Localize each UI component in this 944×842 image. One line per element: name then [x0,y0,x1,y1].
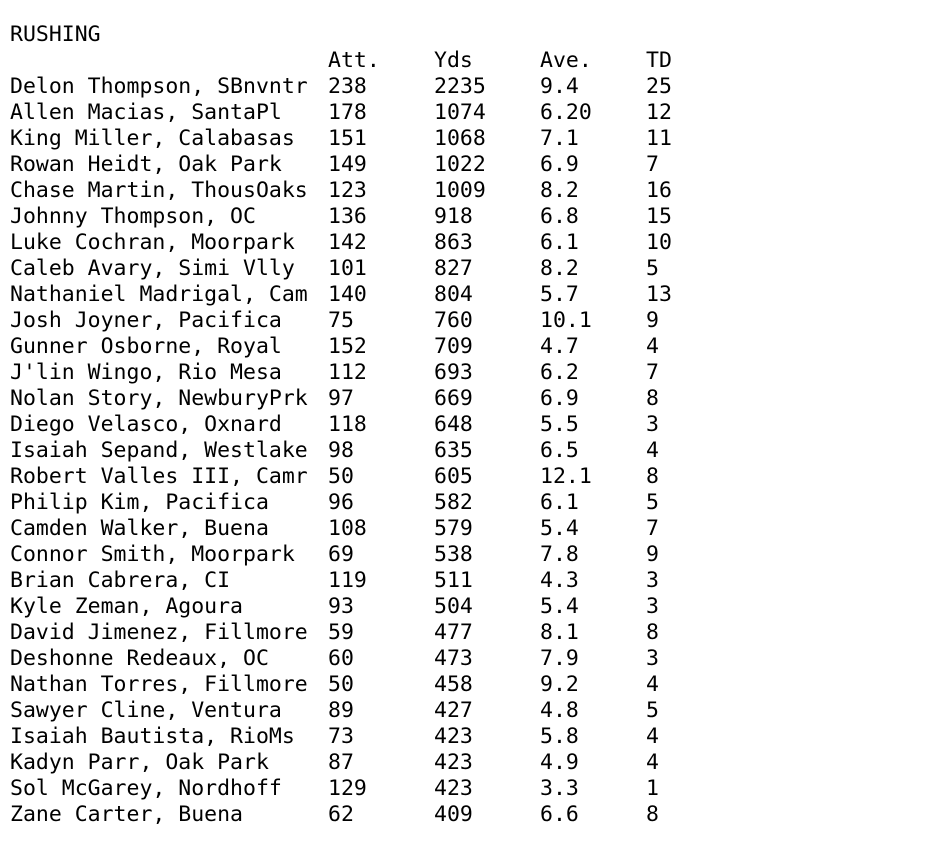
player-name: Delon Thompson, SBnvntr [10,74,308,99]
table-row [10,178,706,204]
yds-value: 648 [434,412,473,437]
att-value: 112 [328,360,367,385]
att-value: 60 [328,646,354,671]
td-value: 12 [646,100,672,125]
att-value: 96 [328,490,354,515]
table-row [10,516,706,542]
yds-value: 863 [434,230,473,255]
yds-value: 473 [434,646,473,671]
td-value: 4 [646,672,659,697]
rushing-stats-document [10,22,706,828]
player-name: Johnny Thompson, OC [10,204,256,229]
yds-value: 605 [434,464,473,489]
player-name: Sawyer Cline, Ventura [10,698,282,723]
yds-value: 423 [434,724,473,749]
ave-value: 6.9 [540,386,579,411]
table-row [10,74,706,100]
att-value: 119 [328,568,367,593]
att-value: 142 [328,230,367,255]
att-value: 59 [328,620,354,645]
player-name: Diego Velasco, Oxnard [10,412,282,437]
td-value: 7 [646,152,659,177]
player-name: Allen Macias, SantaPl [10,100,282,125]
td-value: 8 [646,464,659,489]
td-value: 9 [646,308,659,333]
ave-value: 6.1 [540,230,579,255]
player-name: David Jimenez, Fillmore [10,620,308,645]
table-row [10,646,706,672]
header-ave: Ave. [540,48,592,73]
player-name: Luke Cochran, Moorpark [10,230,295,255]
td-value: 5 [646,490,659,515]
player-name: Philip Kim, Pacifica [10,490,269,515]
ave-value: 9.4 [540,74,579,99]
att-value: 62 [328,802,354,827]
table-row [10,256,706,282]
ave-value: 6.1 [540,490,579,515]
header-att: Att. [328,48,380,73]
td-value: 15 [646,204,672,229]
table-row [10,724,706,750]
att-value: 149 [328,152,367,177]
att-value: 129 [328,776,367,801]
table-row [10,230,706,256]
player-name: Sol McGarey, Nordhoff [10,776,282,801]
ave-value: 8.1 [540,620,579,645]
ave-value: 5.5 [540,412,579,437]
att-value: 50 [328,464,354,489]
att-value: 108 [328,516,367,541]
att-value: 50 [328,672,354,697]
yds-value: 693 [434,360,473,385]
att-value: 101 [328,256,367,281]
ave-value: 4.7 [540,334,579,359]
ave-value: 10.1 [540,308,592,333]
td-value: 3 [646,568,659,593]
ave-value: 3.3 [540,776,579,801]
table-row [10,802,706,828]
att-value: 98 [328,438,354,463]
att-value: 73 [328,724,354,749]
yds-value: 669 [434,386,473,411]
table-row [10,750,706,776]
header-row [10,48,706,74]
table-row [10,308,706,334]
player-name: Kyle Zeman, Agoura [10,594,243,619]
att-value: 118 [328,412,367,437]
player-name: Robert Valles III, Camr [10,464,308,489]
table-row [10,126,706,152]
ave-value: 9.2 [540,672,579,697]
player-name: Kadyn Parr, Oak Park [10,750,269,775]
table-body [10,74,706,828]
ave-value: 8.2 [540,178,579,203]
player-name: Caleb Avary, Simi Vlly [10,256,295,281]
td-value: 8 [646,620,659,645]
att-value: 136 [328,204,367,229]
header-td: TD [646,48,672,73]
td-value: 4 [646,750,659,775]
td-value: 3 [646,594,659,619]
player-name: Nathaniel Madrigal, Cam [10,282,308,307]
table-row [10,776,706,802]
yds-value: 2235 [434,74,486,99]
td-value: 10 [646,230,672,255]
yds-value: 423 [434,776,473,801]
td-value: 25 [646,74,672,99]
ave-value: 6.20 [540,100,592,125]
td-value: 4 [646,438,659,463]
player-name: Nolan Story, NewburyPrk [10,386,308,411]
yds-value: 409 [434,802,473,827]
table-row [10,412,706,438]
yds-value: 477 [434,620,473,645]
ave-value: 6.9 [540,152,579,177]
ave-value: 12.1 [540,464,592,489]
player-name: Deshonne Redeaux, OC [10,646,269,671]
att-value: 140 [328,282,367,307]
yds-value: 579 [434,516,473,541]
table-row [10,204,706,230]
ave-value: 6.2 [540,360,579,385]
yds-value: 635 [434,438,473,463]
yds-value: 427 [434,698,473,723]
td-value: 8 [646,386,659,411]
yds-value: 1022 [434,152,486,177]
td-value: 4 [646,724,659,749]
yds-value: 1068 [434,126,486,151]
player-name: Josh Joyner, Pacifica [10,308,282,333]
table-row [10,672,706,698]
yds-value: 423 [434,750,473,775]
td-value: 5 [646,698,659,723]
yds-value: 760 [434,308,473,333]
player-name: J'lin Wingo, Rio Mesa [10,360,282,385]
ave-value: 4.3 [540,568,579,593]
table-row [10,282,706,308]
td-value: 9 [646,542,659,567]
player-name: Chase Martin, ThousOaks [10,178,308,203]
player-name: Isaiah Sepand, Westlake [10,438,308,463]
yds-value: 504 [434,594,473,619]
td-value: 3 [646,646,659,671]
table-row [10,386,706,412]
player-name: Connor Smith, Moorpark [10,542,295,567]
att-value: 178 [328,100,367,125]
player-name: Nathan Torres, Fillmore [10,672,308,697]
att-value: 93 [328,594,354,619]
table-row [10,100,706,126]
td-value: 4 [646,334,659,359]
yds-value: 827 [434,256,473,281]
yds-value: 709 [434,334,473,359]
ave-value: 8.2 [540,256,579,281]
table-row [10,594,706,620]
ave-value: 7.1 [540,126,579,151]
player-name: Zane Carter, Buena [10,802,243,827]
ave-value: 5.8 [540,724,579,749]
player-name: King Miller, Calabasas [10,126,295,151]
table-row [10,620,706,646]
yds-value: 1009 [434,178,486,203]
td-value: 13 [646,282,672,307]
td-value: 7 [646,516,659,541]
att-value: 75 [328,308,354,333]
player-name: Rowan Heidt, Oak Park [10,152,282,177]
td-value: 7 [646,360,659,385]
table-row [10,490,706,516]
ave-value: 4.8 [540,698,579,723]
ave-value: 7.8 [540,542,579,567]
header-yds: Yds [434,48,473,73]
td-value: 5 [646,256,659,281]
rushing-stats-table [10,48,706,828]
att-value: 87 [328,750,354,775]
player-name: Gunner Osborne, Royal [10,334,282,359]
att-value: 238 [328,74,367,99]
ave-value: 6.6 [540,802,579,827]
table-row [10,698,706,724]
yds-value: 1074 [434,100,486,125]
table-row [10,568,706,594]
att-value: 97 [328,386,354,411]
table-row [10,334,706,360]
att-value: 89 [328,698,354,723]
yds-value: 511 [434,568,473,593]
yds-value: 918 [434,204,473,229]
ave-value: 5.4 [540,594,579,619]
td-value: 8 [646,802,659,827]
header-name [10,48,328,74]
ave-value: 6.8 [540,204,579,229]
td-value: 1 [646,776,659,801]
td-value: 3 [646,412,659,437]
table-row [10,152,706,178]
td-value: 16 [646,178,672,203]
table-row [10,360,706,386]
player-name: Brian Cabrera, CI [10,568,231,593]
att-value: 69 [328,542,354,567]
table-row [10,438,706,464]
yds-value: 538 [434,542,473,567]
table-row [10,542,706,568]
player-name: Isaiah Bautista, RioMs [10,724,295,749]
ave-value: 7.9 [540,646,579,671]
section-title: RUSHING [10,22,101,47]
player-name: Camden Walker, Buena [10,516,269,541]
yds-value: 804 [434,282,473,307]
yds-value: 458 [434,672,473,697]
att-value: 151 [328,126,367,151]
ave-value: 4.9 [540,750,579,775]
yds-value: 582 [434,490,473,515]
att-value: 123 [328,178,367,203]
att-value: 152 [328,334,367,359]
ave-value: 5.7 [540,282,579,307]
ave-value: 6.5 [540,438,579,463]
table-row [10,464,706,490]
td-value: 11 [646,126,672,151]
ave-value: 5.4 [540,516,579,541]
